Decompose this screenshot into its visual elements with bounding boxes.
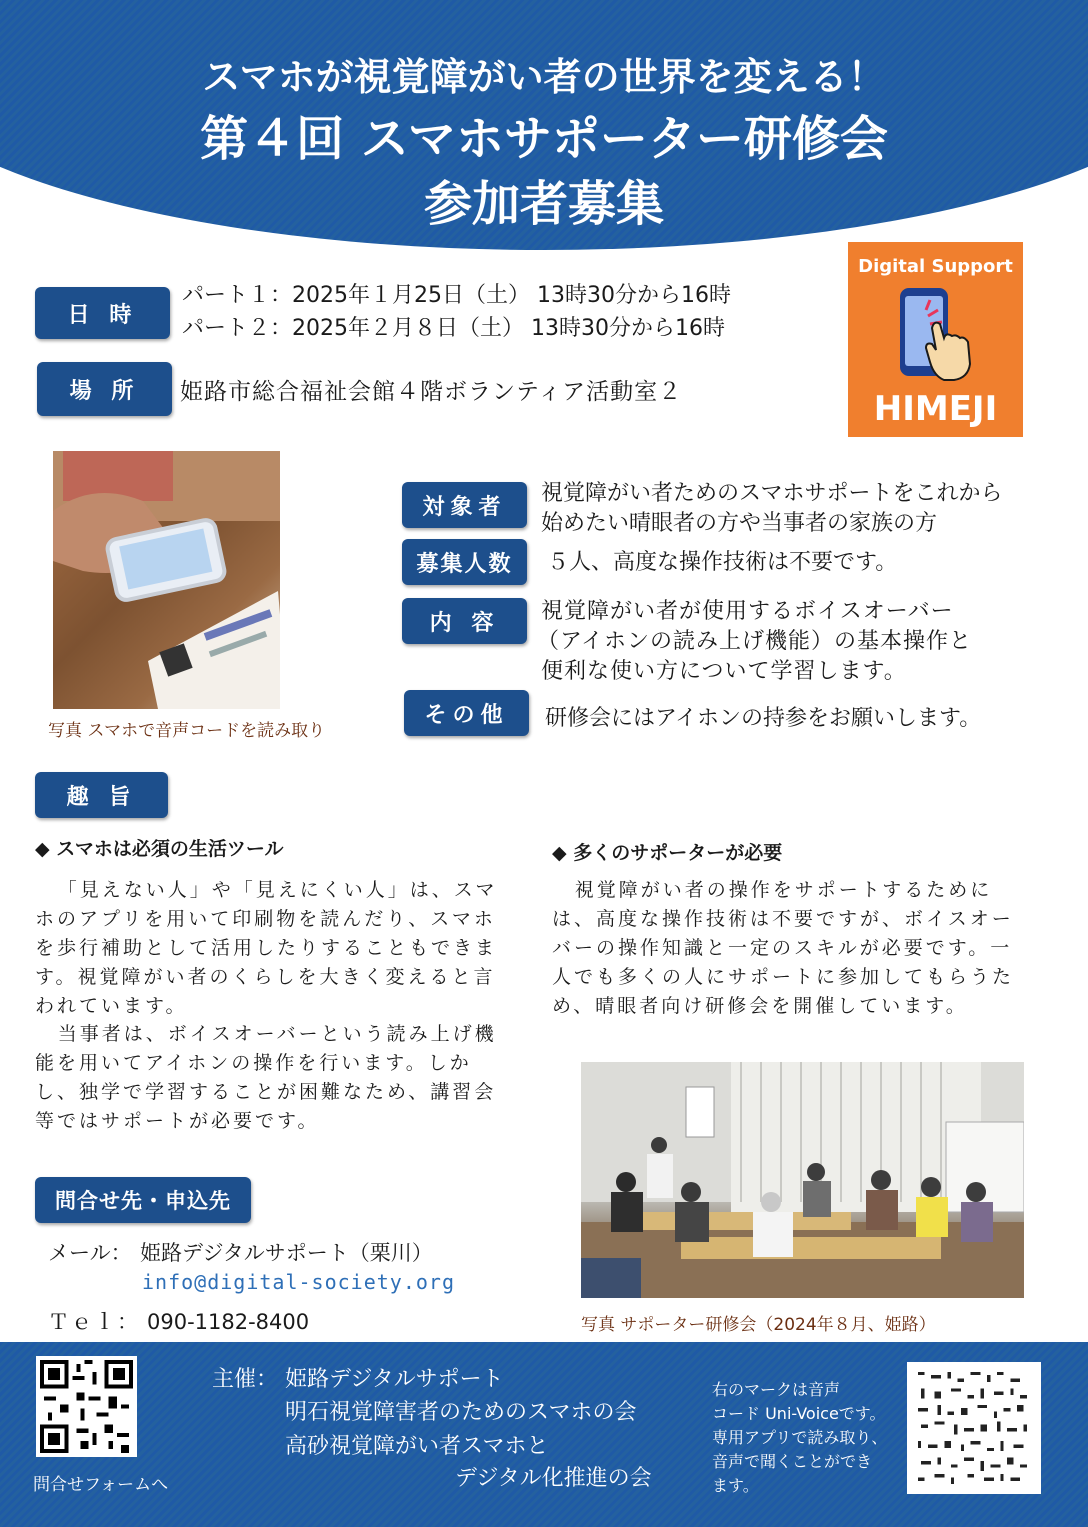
organizer-label: 主催： (212, 1367, 279, 1392)
content-line2: （アイホンの読み上げ機能）の基本操作と (537, 629, 973, 654)
purpose-left-paragraph2: 当事者は、ボイスオーバーという読み上げ機能を用いてアイホンの操作を行います。しかし、独学で学習することが困難なため、講習会等ではサポートが必要です。 (35, 1023, 497, 1132)
target-label: 対象者 (402, 482, 527, 528)
voice-note-line2: コード Uni-Voiceです。 (712, 1404, 886, 1423)
email-link[interactable]: info@digital-society.org (142, 1270, 455, 1294)
schedule-part1: パート１：2025年１月25日（土） 13時30分から16時 (182, 283, 731, 308)
purpose-right-paragraph: 視覚障がい者の操作をサポートするためには、高度な操作技術は不要ですが、ボイスオーバーの操作知識と一定のスキルが必要です。一人でも多くの人にサポートに参加してもらうため、晴眼者向け研修会を開催しています。 (552, 879, 1015, 1017)
smartphone-hand-icon (886, 284, 986, 384)
content-label: 内 容 (402, 598, 527, 644)
voice-note-line5: ます。 (712, 1476, 759, 1495)
contact-form-qr-code[interactable] (36, 1356, 137, 1457)
logo-bottom-text: HIMEJI (873, 389, 998, 429)
schedule-part2: パート２：2025年２月８日（土） 13時30分から16時 (182, 316, 725, 341)
voice-note-line1: 右のマークは音声 (712, 1380, 841, 1399)
organizer-4: デジタル化推進の会 (455, 1466, 652, 1491)
schedule-label: 日 時 (35, 287, 170, 339)
mail-contact-name: 姫路デジタルサポート（栗川） (140, 1241, 433, 1265)
tel-number: 090-1182-8400 (147, 1310, 310, 1334)
mail-label: メール： (48, 1241, 132, 1265)
voice-note-line4: 音声で聞くことができ (712, 1452, 873, 1471)
contact-label: 問合せ先・申込先 (35, 1177, 251, 1223)
other-value: 研修会にはアイホンの持参をお願いします。 (545, 706, 982, 731)
voice-code-note (712, 1378, 902, 1498)
header-subtitle: スマホが視覚障がい者の世界を変える！ (202, 55, 886, 99)
tel-label: Ｔｅｌ： (48, 1310, 140, 1334)
target-line2: 始めたい晴眼者の方や当事者の家族の方 (541, 511, 938, 536)
page-title: 第４回 スマホサポーター研修会 (200, 111, 888, 167)
organizer-1: 姫路デジタルサポート (285, 1367, 504, 1392)
photo-phone-reading-code (53, 451, 280, 709)
voice-note-line3: 専用アプリで読み取り、 (712, 1428, 888, 1447)
uni-voice-code[interactable] (907, 1362, 1041, 1494)
organizer-2: 明石視覚障害者のためのスマホの会 (285, 1400, 637, 1425)
capacity-label: 募集人数 (402, 539, 527, 585)
photo-supporter-workshop (581, 1062, 1024, 1298)
page-title-sub: 参加者募集 (423, 176, 664, 232)
digital-support-logo (848, 242, 1023, 437)
qr-left-caption: 問合せフォームへ (33, 1475, 169, 1495)
other-label: その他 (404, 690, 529, 736)
target-line1: 視覚障がい者ためのスマホサポートをこれから (541, 481, 1003, 506)
purpose-right-heading: ◆ 多くのサポーターが必要 (552, 842, 783, 864)
capacity-value: ５人、高度な操作技術は不要です。 (547, 550, 898, 575)
purpose-left-heading: ◆ スマホは必須の生活ツール (35, 838, 284, 860)
logo-top-text: Digital Support (858, 256, 1013, 277)
organizer-3: 高砂視覚障がい者スマホと (285, 1434, 549, 1459)
content-line3: 便利な使い方について学習します。 (541, 659, 907, 684)
photo2-caption: 写真 サポーター研修会（2024年８月、姫路） (581, 1315, 936, 1335)
photo1-caption: 写真 スマホで音声コードを読み取り (48, 721, 326, 741)
purpose-left-paragraph1: 「見えない人」や「見えにくい人」は、スマホのアプリを用いて印刷物を読んだり、スマホを歩行補助として活用したりすることもできます。視覚障がい者のくらしを大きく変えると言われています。 (35, 879, 498, 1017)
place-label: 場 所 (37, 362, 172, 416)
content-line1: 視覚障がい者が使用するボイスオーバー (541, 599, 954, 624)
place-value: 姫路市総合福祉会館４階ボランティア活動室２ (180, 379, 683, 405)
purpose-label: 趣 旨 (35, 772, 168, 818)
